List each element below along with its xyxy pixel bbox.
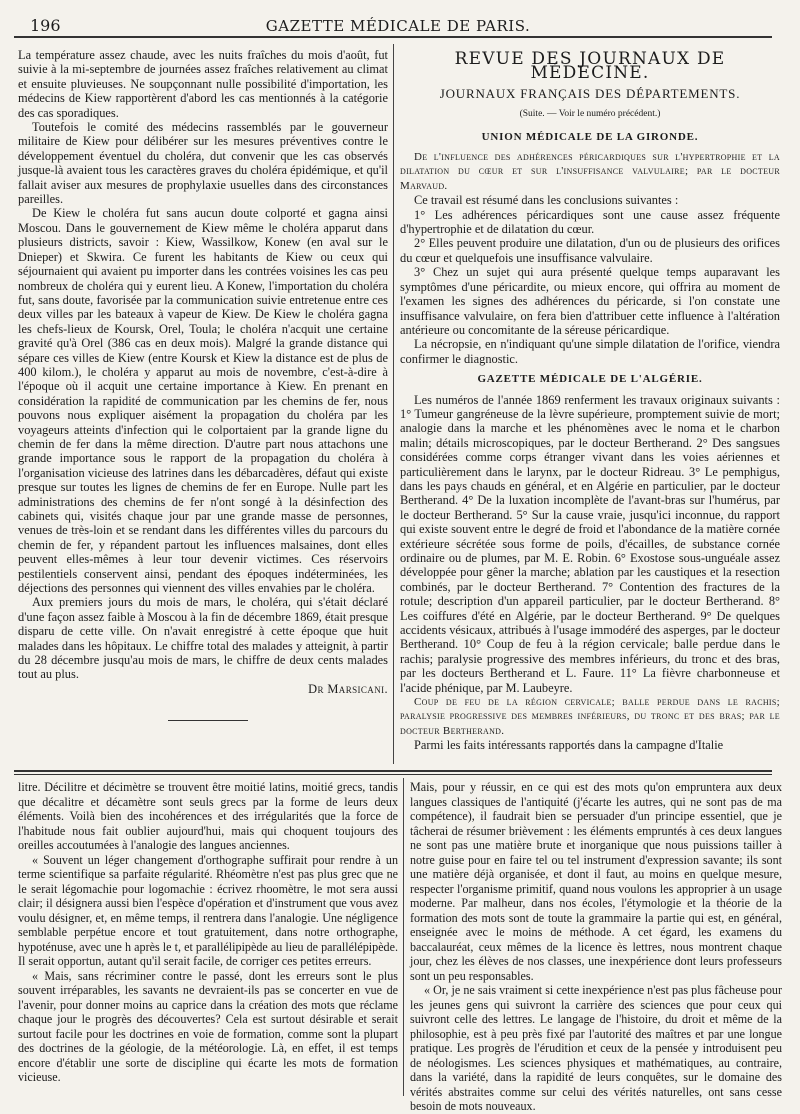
section-heading-algerie: GAZETTE MÉDICALE DE L'ALGÉRIE. xyxy=(477,373,703,386)
bottom-paragraph: « Mais, sans récriminer contre le passé, dont les erreurs sont le plus souvent irréparables, les savants ne devraient-ils pas se concerter en vue de l'avenir, pour donner moins au caprice dans la création des mots que réclame chaque jour le progrès des découvertes? Cela est surtout désirable et serait surtout facile pour les doctrines en voie de formation, comme sont la plupart des doctrines de la géologie, de la météorologie. Là, en effet, il est temps encore d'établir une sorte de discipline qui écarte les mots de formation vicieuse. xyxy=(18,968,398,1084)
bottom-paragraph: « Or, je ne sais vraiment si cette inexpérience n'est pas plus fâcheuse pour les jeunes gens qui suivront la carrière des sciences que pour ceux qui suivront celle des lettres. Le langage de l'histoire, du droit et même de la philosophie, est à peu près fixé par l'autorité des maîtres et par une longue pratique. Les progrès de l'érudition et ceux de la pensée y introduisent peu de néologismes. Les sciences physiques et mathématiques, au contraire, dans la variété, dans la rapidité de leurs conquêtes, sur le domaine des vérités abstraites comme sur celui des vérités naturelles, ont sans cesse besoin de mots nouveaux. xyxy=(410,983,782,1113)
review-subtitle: JOURNAUX FRANÇAIS DES DÉPARTEMENTS. xyxy=(439,85,741,101)
review-title: REVUE DES JOURNAUX DE MÉDECINE. xyxy=(454,49,726,84)
continuation-note: (Suite. — Voir le numéro précédent.) xyxy=(519,109,661,120)
right-paragraph: Les numéros de l'année 1869 renferment les travaux originaux suivants : 1° Tumeur gangréneuse de la lèvre supérieure, promptement suivie de mort; analogie dans la marche et les phénomènes avec le noma et le charbon malin; détails microscopiques, par le docteur Bertherand. 2° Des sangsues considérées comme corps étranger vivant dans les voies aériennes et particulièrement dans le larynx, par le docteur Ridreau. 3° Le pemphigus, dans les pays chauds en général, et en Algérie en particulier, par le docteur Bertherand. 4° De la luxation incomplète de l'avant-bras sur l'humérus, par le docteur Bertherand. 5° Sur la cause vraie, jusqu'ici inconnue, du rapport qui existe souvent entre le degré de froid et l'abondance de la matière cornée extérieure sécrétée sous forme de poils, d'écailles, de substance cornée ordinaire ou de plumes, par M. E. Robin. 6° Exostose sous-unguéale assez développée pour gêner la marche; ablation par les caustiques et la resection combinés, par le docteur Bertherand. 7° Contention des fractures de la rotule; description d'un appareil particulier, par le docteur Bertherand. 8° Les coiffures d'été en Algérie, par le docteur Bertherand. 9° De quelques accidents vésicaux, attribués à l'usage immodéré des asperges, par le docteur Bertherand. 10° Coup de feu à la région cervicale; balle perdue dans le rachis; paralysie progressive des membres inférieurs, du tronc et des bras, par les docteurs Bertherand et L. Faure. 11° La fièvre charbonneuse et l'acide phénique, par M. Laubeyre. xyxy=(400,392,780,695)
left-paragraph: Toutefois le comité des médecins rassemblés par le gouverneur militaire de Kiew pour délibérer sur les mesures préventives contre le développement éventuel du choléra, dut convenir que les cas observés jusque-là avaient tous les caractères graves du choléra épidémique, et qu'il fallait aviser aux mesures de prophylaxie usuelles dans des circonstances pareilles. xyxy=(18,120,388,207)
section-heading-gironde: UNION MÉDICALE DE LA GIRONDE. xyxy=(481,130,699,143)
right-paragraph: La nécropsie, en n'indiquant qu'une simple dilatation de l'orifice, viendra confirmer le diagnostic. xyxy=(400,337,780,366)
bottom-right-column xyxy=(410,780,782,1113)
bottom-paragraph: Mais, pour y réussir, en ce qui est des mots qu'on emprunterа aux deux langues classiques de l'antiquité (j'écarte les autres, qui ne sont pas de ma compétence), il faudrait bien se persuader d'un principe essentiel, que je tâcherai de résumer brièvement : les éléments empruntés à ces deux langues ne sont pas une matière brute et inorganique que nous puissions tailler à notre guise pour en faire tel ou tel instrument d'expression savante; ils sont une matière déjà organisée, et dont il faut, au moins en quelque mesure, respecter l'organisme primitif, quand nous voulons les approprier à un usage moderne. Par malheur, dans nos écoles, l'étymologie et la théorie de la formation des mots sont de toute la grammaire la partie qui est, en général, enseignée avec le moins de méthode. A cet égard, les examens du baccalauréat, ceux mêmes de la licence ès lettres, nous montrent chaque jour, chez les élèves de nos classes, une inexpérience dont leurs professeurs sont un peu responsables. xyxy=(410,780,782,983)
left-paragraph: De Kiew le choléra fut sans aucun doute colporté et gagna ainsi Moscou. Dans le gouvernement de Kiew même le choléra apparut dans plusieurs districts, savoir : Kiew, Wassilkow, Konew (en aval sur le Dnieper) et Skwira. Ce furent les habitants de Kiew ou ceux qui séjournaient qui avaient pu importer dans les contrées voisines les cas peu nombreux de choléra qui y eurent lieu. A Konew, l'importation du choléra fut, sans doute, favorisée par la communication suivie entretenue entre ces deux villes par les bateaux à vapeur de Kiew. De Kiew le choléra gagna les chefs-lieux de Koursk, Orel, Toula; le choléra n'acquit une certaine gravité qu'à Orel (386 cas en deux mois). Malgré la grande distance qui sépare ces villes de Kiew (entre Koursk et Kiew la distance est de plus de 400 kilom.), le choléra y apparut au mois de novembre, c'est-à-dire à l'époque où il acquit une certaine importance à Kiew. En prenant en considération la rapidité de communication par les chemins de fer, nous pouvons nous expliquer aisément la propagation du choléra par les voyageurs atteints d'infection qui le colportaient par la grande ligne du chemin de fer dans la même direction. D'autre part nous attachons une grande importance sous le rapport de la propagation du choléra à l'organisation vicieuse des latrines dans les débarcadères, défaut qui existe presque sur toutes les lignes de chemins de fer en Europe. Nulle part les administrations des chemins de fer n'ont songé à la désinfection des cabinets qui, visités chaque jour par une grande masse de personnes, venues de très-loin et se rendant dans les différentes villes du parcours du chemin de fer, y répandent partout les influences malsaines, dont elles peuvent elles-mêmes à leur tour devenir victimes. Ces réservoirs pestilentiels conservent ainsi, pendant des époques indéterminées, les déjections des personnes qui viennent des villes envahies par le choléra. xyxy=(18,206,388,596)
right-paragraph: Ce travail est résumé dans les conclusions suivantes : xyxy=(414,193,679,208)
right-paragraph: 1° Les adhérences péricardiques sont une cause assez fréquente d'hypertrophie et de dilatation du cœur. xyxy=(400,207,780,237)
header-rule xyxy=(14,36,772,38)
bottom-column-divider xyxy=(403,778,404,1096)
signature: Dr Marsicani. xyxy=(308,681,388,696)
feuilleton-rule xyxy=(14,770,772,772)
feuilleton-rule-thin xyxy=(14,774,772,775)
bottom-left-column xyxy=(18,780,398,1096)
left-column xyxy=(18,48,388,708)
article-title-pericardiques: De l'influence des adhérences péricardiques sur l'hypertrophie et la dilatation du cœur et sur l'insuffisance valvulaire; par le docteur Marvaud. xyxy=(400,151,780,192)
bottom-paragraph: « Souvent un léger changement d'orthographe suffirait pour rendre à un terme scientifique sa parfaite régularité. Rhéomètre n'est pas plus grec que ne le serait légomachie pour logomachie : écrivez rhoomètre, le mot sera aussi clair; il désignera aussi bien l'espèce d'opération et d'instrument que vous avez voulu désigner, et, en même temps, il rentrera dans l'analogie. Une négligence semblable perpétue encore et tout gratuitement, dans notre orthographe, hypoténuse, avec une h après le t, et parallélipipède au lieu de parallélépipède. Il serait opportun, autant qu'il serait facile, de corriger ces petites erreurs. xyxy=(18,852,398,968)
article-title-coup-de-feu: Coup de feu de la région cervicale; balle perdue dans le rachis; paralysie progressive des membres inférieurs, du tronc et des bras; par le docteur Bertherand. xyxy=(400,696,780,737)
right-paragraph: 3° Chez un sujet qui aura présenté quelque temps auparavant les symptômes d'une péricardite, ou mieux encore, qui offrira au moment de l'examen les signes des adhérences du péricarde, si l'on constate une insuffisance valvulaire, on fera bien d'attribuer cette influence à l'altération antérieure ou concomitante de la séreuse péricardique. xyxy=(400,265,780,337)
right-paragraph: Parmi les faits intéressants rapportés dans la campagne d'Italie xyxy=(414,738,724,753)
section-end-rule xyxy=(168,720,248,721)
right-paragraph: 2° Elles peuvent produire une dilatation, d'un ou de plusieurs des orifices du cœur et quelquefois une insuffisance valvulaire. xyxy=(400,236,780,265)
right-column xyxy=(400,48,780,763)
bottom-paragraph: litre. Décilitre et décimètre se trouvent être moitié latins, moitié grecs, tandis que décalitre et décamètre sont seuls grecs par la forme de leurs deux éléments. Voilà bien des incohérences et des irrégularités que la force de l'habitude nous fait oublier aujourd'hui, mais qui choquent toujours des oreilles accoutumées à l'analogie des langues anciennes. xyxy=(18,780,398,852)
column-divider xyxy=(393,44,394,764)
page-number: 196 xyxy=(30,16,61,35)
left-paragraph: La température assez chaude, avec les nuits fraîches du mois d'août, fut suivie à la mi-septembre de journées assez fraîches relativement au climat et ensuite pluvieuses. Ne soupçonnant nulle possibilité d'importation, les médecins de Kiew rapportèrent d'abord les cas mentionnés à la catégorie des cas sporadiques. xyxy=(18,48,388,120)
running-title: GAZETTE MÉDICALE DE PARIS. xyxy=(265,17,531,35)
left-paragraph: Aux premiers jours du mois de mars, le choléra, qui s'était déclaré d'une façon assez faible à Moscou à la fin de décembre 1869, était presque disparu de cette ville. On n'avait enregistré à cette époque que huit malades dans les hôpitaux. Le chiffre total des malades y atteignit, à partir du 28 décembre jusqu'au mois de mars, le chiffre de deux cents malades tout au plus. xyxy=(18,595,388,682)
